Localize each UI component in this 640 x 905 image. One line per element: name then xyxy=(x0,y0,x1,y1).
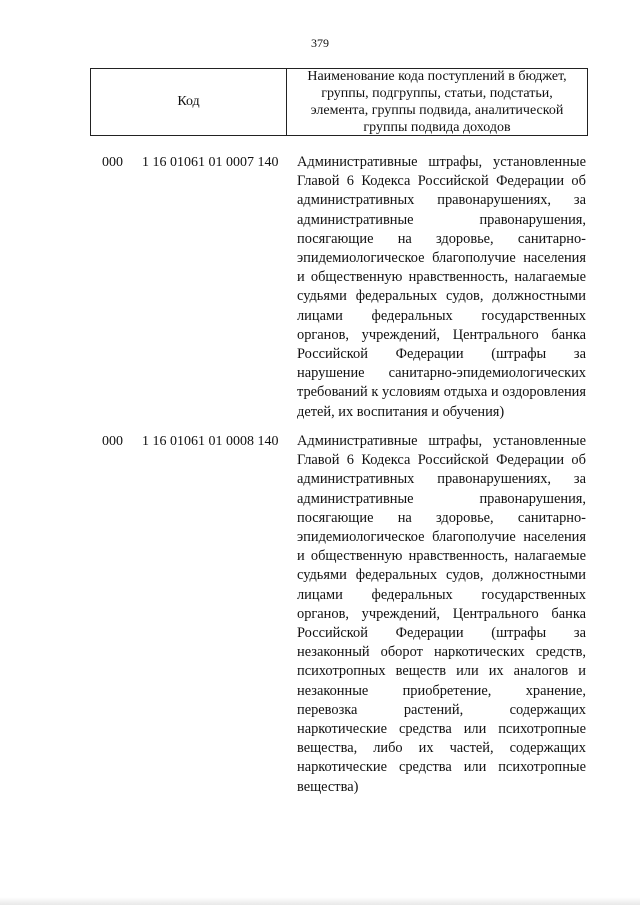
description-line: Административные штрафы, установленные xyxy=(297,433,586,449)
description-line: административные правонарушения, xyxy=(297,490,586,507)
description-line: Главой 6 Кодекса Российской Федерации об xyxy=(297,452,586,469)
header-name-cell: Наименование кода поступлений в бюджет, группы, подгруппы, статьи, подстатьи, элемента, группы подвида, аналитической группы подвида доходов xyxy=(307,69,567,135)
description-line: Российской Федерации (штрафы за xyxy=(297,625,586,642)
revenue-code: 1 16 01061 01 0008 140 xyxy=(142,434,279,449)
description-line: органов, учреждений, Центрального банка xyxy=(297,326,586,343)
description-line: лицами федеральных государственных xyxy=(297,586,586,603)
description-line: судьями федеральных судов, должностными xyxy=(297,288,586,305)
description-line: наркотические средства или психотропные xyxy=(297,721,586,738)
description-line: лицами федеральных государственных xyxy=(297,307,586,324)
description-line: перевозка растений, содержащих xyxy=(297,701,586,718)
description-line: эпидемиологическое благополучие населения xyxy=(297,529,586,546)
scan-edge xyxy=(0,897,640,905)
revenue-description xyxy=(297,153,586,422)
page-number: 379 xyxy=(311,36,329,50)
description-line: вещества, либо их частей, содержащих xyxy=(297,740,586,757)
description-line: детей, их воспитания и обучения) xyxy=(297,403,505,420)
admin-code: 000 xyxy=(102,155,123,170)
description-line: вещества) xyxy=(297,778,359,795)
description-line: и общественную нравственность, налагаемые xyxy=(297,548,586,565)
description-line: наркотические средства или психотропные xyxy=(297,759,586,776)
description-line: органов, учреждений, Центрального банка xyxy=(297,605,586,622)
description-line: Главой 6 Кодекса Российской Федерации об xyxy=(297,173,586,190)
description-line: Административные штрафы, установленные xyxy=(297,154,586,170)
revenue-code: 1 16 01061 01 0007 140 xyxy=(142,155,279,170)
description-line: эпидемиологическое благополучие населения xyxy=(297,250,586,267)
revenue-description xyxy=(297,432,586,797)
header-code-cell: Код xyxy=(91,69,287,135)
admin-code: 000 xyxy=(102,434,123,449)
description-line: судьями федеральных судов, должностными xyxy=(297,567,586,584)
description-line: посягающие на здоровье, санитарно- xyxy=(297,509,586,526)
header-table xyxy=(90,68,588,136)
description-line: Российской Федерации (штрафы за xyxy=(297,346,586,363)
description-line: административных правонарушениях, за xyxy=(297,192,586,209)
description-line: незаконный оборот наркотических средств, xyxy=(297,644,586,661)
description-line: административных правонарушениях, за xyxy=(297,471,586,488)
description-line: психотропных веществ или их аналогов и xyxy=(297,663,586,680)
description-line: требований к условиям отдыха и оздоровления xyxy=(297,384,586,401)
description-line: и общественную нравственность, налагаемые xyxy=(297,269,586,286)
description-line: посягающие на здоровье, санитарно- xyxy=(297,230,586,247)
description-line: административные правонарушения, xyxy=(297,211,586,228)
description-line: незаконные приобретение, хранение, xyxy=(297,682,586,699)
description-line: нарушение санитарно-эпидемиологических xyxy=(297,365,586,382)
